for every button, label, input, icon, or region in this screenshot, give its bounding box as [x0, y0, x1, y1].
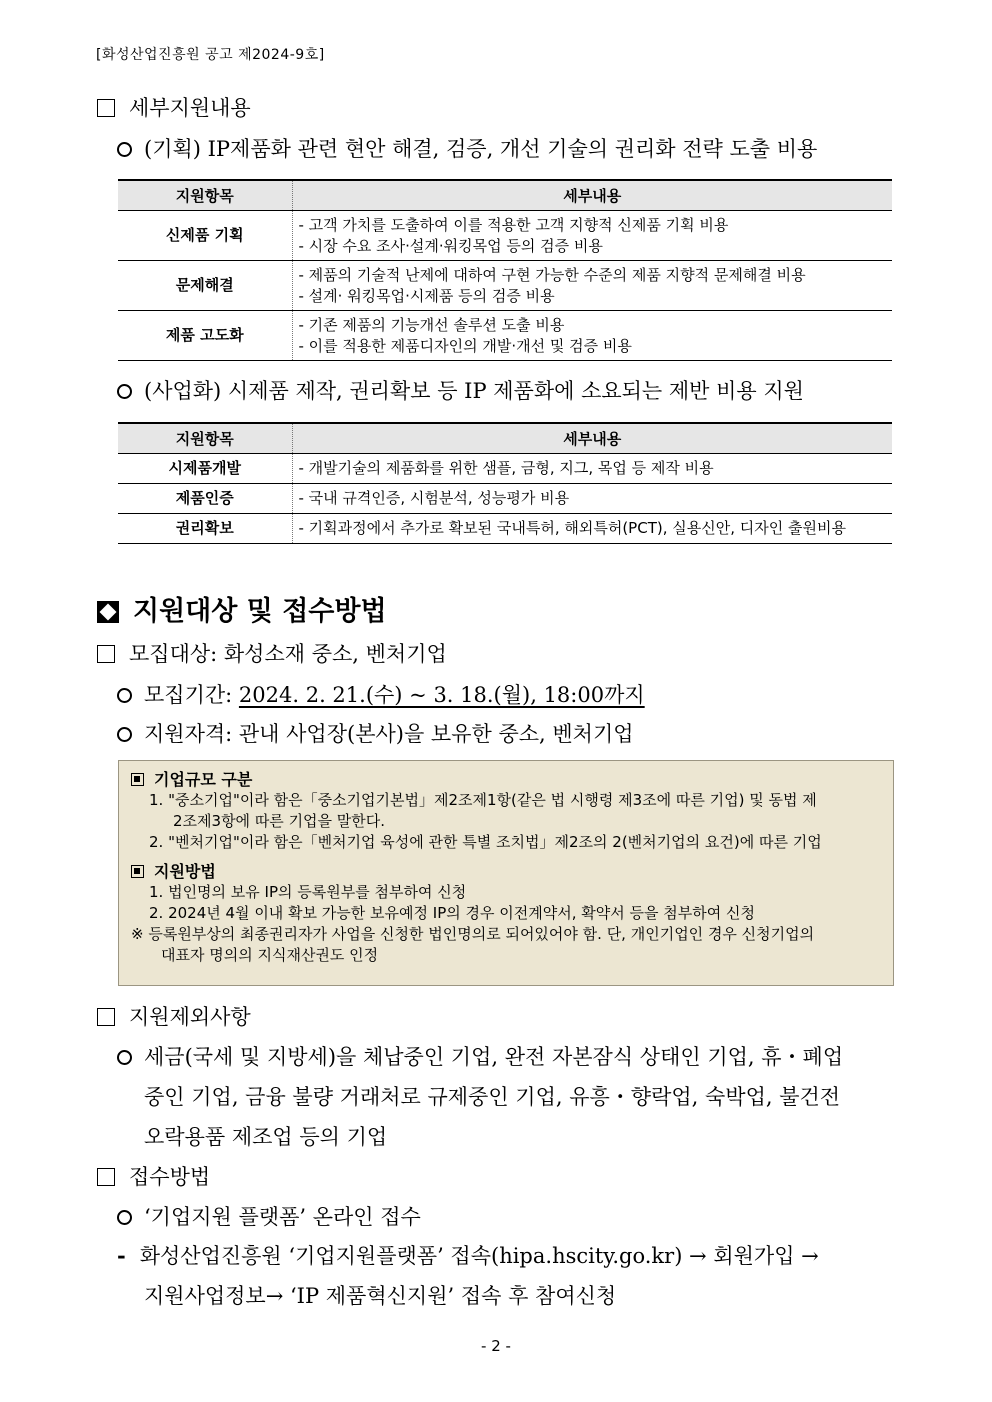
table-cell-item: 권리확보: [118, 514, 292, 544]
exclusion-text: 오락용품 제조업 등의 기업: [144, 1125, 388, 1149]
note-item-cont: 2조제3항에 따른 기업을 말한다.: [173, 812, 386, 830]
table-cell-detail: - 개발기술의 제품화를 위한 샘플, 금형, 지그, 목업 등 제작 비용: [292, 454, 892, 484]
circle-bullet-icon: [117, 1210, 132, 1225]
circle-bullet-icon: [117, 142, 132, 157]
circle-bullet-icon: [117, 727, 132, 742]
table-cell-detail: [292, 261, 892, 311]
table-row: [118, 484, 892, 514]
table-row: [118, 454, 892, 484]
apply-heading-text: 접수방법: [129, 1165, 211, 1189]
circle-bullet-icon: [117, 1050, 132, 1065]
table-cell-detail: - 기획과정에서 추가로 확보된 국내특허, 해외특허(PCT), 실용신안, 디자인 출원비용: [292, 514, 892, 544]
checkbox-icon: [97, 1168, 115, 1186]
exclusion-text: 세금(국세 및 지방세)을 체납중인 기업, 완전 자본잠식 상태인 기업, 휴・폐업: [144, 1045, 844, 1069]
table-cell-item: 제품인증: [118, 484, 292, 514]
note-heading: [131, 769, 881, 790]
table-header: 세부내용: [292, 180, 892, 211]
plan-table: [118, 179, 892, 361]
detail-heading: [97, 92, 251, 122]
exclusion-heading-text: 지원제외사항: [129, 1005, 251, 1029]
table-header: 지원항목: [118, 180, 292, 211]
apply-detail-text: 화성산업진흥원 ‘기업지원플랫폼’ 접속(hipa.hscity.go.kr) → 회원가입 →: [139, 1244, 819, 1268]
table-cell-item: 제품 고도화: [118, 311, 292, 361]
section-title-text: 지원대상 및 접수방법: [133, 596, 387, 627]
recruit-target: [97, 638, 447, 668]
note-heading: [131, 861, 881, 882]
checkbox-icon: [97, 1008, 115, 1026]
table-row: [118, 514, 892, 544]
note-box: [118, 760, 894, 986]
table-cell-item: 문제해결: [118, 261, 292, 311]
note-item: 2. 2024년 4월 이내 확보 가능한 보유예정 IP의 경우 이전계약서, 확약서 등을 첨부하여 신청: [149, 904, 755, 922]
apply-detail: [117, 1240, 819, 1270]
note-item: 1. 법인명의 보유 IP의 등록원부를 첨부하여 신청: [149, 883, 467, 901]
table-row: [118, 311, 892, 361]
note-item: 1. "중소기업"이라 함은「중소기업기본법」제2조제1항(같은 법 시행령 제3조에 따른 기업) 및 동법 제: [149, 791, 817, 809]
recruit-target-text: 모집대상: 화성소재 중소, 벤처기업: [129, 642, 447, 666]
period-label: 모집기간:: [144, 683, 233, 707]
checkbox-icon: [97, 645, 115, 663]
note-remark: ※ 등록원부상의 최종권리자가 사업을 신청한 법인명의로 되어있어야 함. 단, 개인기업인 경우 신청기업의: [131, 925, 815, 943]
biz-table: [118, 422, 892, 544]
square-bullet-icon: [131, 773, 144, 786]
qualification-text: 지원자격: 관내 사업장(본사)을 보유한 중소, 벤처기업: [144, 722, 634, 746]
biz-line: [117, 375, 804, 405]
table-cell-item: 시제품개발: [118, 454, 292, 484]
period-value: 2024. 2. 21.(수) ~ 3. 18.(월), 18:00까지: [238, 683, 645, 707]
plan-line-text: (기획) IP제품화 관련 현안 해결, 검증, 개선 기술의 권리화 전략 도출 비용: [144, 137, 818, 161]
apply-line: [117, 1201, 421, 1231]
detail-line: - 제품의 기술적 난제에 대하여 구현 가능한 수준의 제품 지향적 문제해결 비용: [298, 265, 806, 284]
circle-bullet-icon: [117, 384, 132, 399]
note-heading-text: 기업규모 구분: [154, 770, 253, 789]
plan-line: [117, 133, 817, 163]
exclusion-heading: [97, 1001, 251, 1031]
exclusion-line: [117, 1041, 843, 1071]
exclusion-text: 중인 기업, 금융 불량 거래처로 규제중인 기업, 유흥・향락업, 숙박업, 불건전: [144, 1085, 841, 1109]
apply-detail-text: 지원사업정보→ ‘IP 제품혁신지원’ 접속 후 참여신청: [144, 1284, 617, 1308]
detail-line: - 설계· 워킹목업·시제품 등의 검증 비용: [298, 286, 555, 305]
circle-bullet-icon: [117, 688, 132, 703]
checkbox-icon: [97, 99, 115, 117]
table-row: [118, 261, 892, 311]
note-remark-cont: 대표자 명의의 지식재산권도 인정: [161, 946, 379, 964]
apply-line-text: ‘기업지원 플랫폼’ 온라인 접수: [144, 1205, 421, 1229]
table-cell-detail: - 국내 규격인증, 시험분석, 성능평가 비용: [292, 484, 892, 514]
table-cell-detail: [292, 211, 892, 261]
detail-line: - 고객 가치를 도출하여 이를 적용한 고객 지향적 신제품 기획 비용: [298, 215, 729, 234]
detail-line: - 이를 적용한 제품디자인의 개발·개선 및 검증 비용: [298, 336, 632, 355]
detail-line: - 시장 수요 조사·설계·워킹목업 등의 검증 비용: [298, 236, 603, 255]
announcement-number: [화성산업진흥원 공고 제2024-9호]: [96, 47, 325, 63]
note-item: 2. "벤처기업"이라 함은「벤처기업 육성에 관한 특별 조치법」제2조의 2(벤처기업의 요건)에 따른 기업: [149, 833, 822, 851]
square-bullet-icon: [131, 865, 144, 878]
page-number: - 2 -: [481, 1337, 511, 1355]
table-cell-detail: [292, 311, 892, 361]
qualification: [117, 718, 634, 748]
dash-bullet: -: [117, 1243, 126, 1268]
biz-line-text: (사업화) 시제품 제작, 권리확보 등 IP 제품화에 소요되는 제반 비용 지원: [144, 379, 804, 403]
section-title: [97, 589, 387, 628]
table-row: [118, 211, 892, 261]
detail-line: - 기존 제품의 기능개선 솔루션 도출 비용: [298, 315, 565, 334]
table-header: 지원항목: [118, 423, 292, 454]
apply-heading: [97, 1161, 210, 1191]
recruit-period: [117, 679, 645, 709]
diamond-icon: [97, 601, 119, 623]
detail-heading-text: 세부지원내용: [129, 96, 251, 120]
table-cell-item: 신제품 기획: [118, 211, 292, 261]
table-header: 세부내용: [292, 423, 892, 454]
note-heading-text: 지원방법: [154, 862, 216, 881]
